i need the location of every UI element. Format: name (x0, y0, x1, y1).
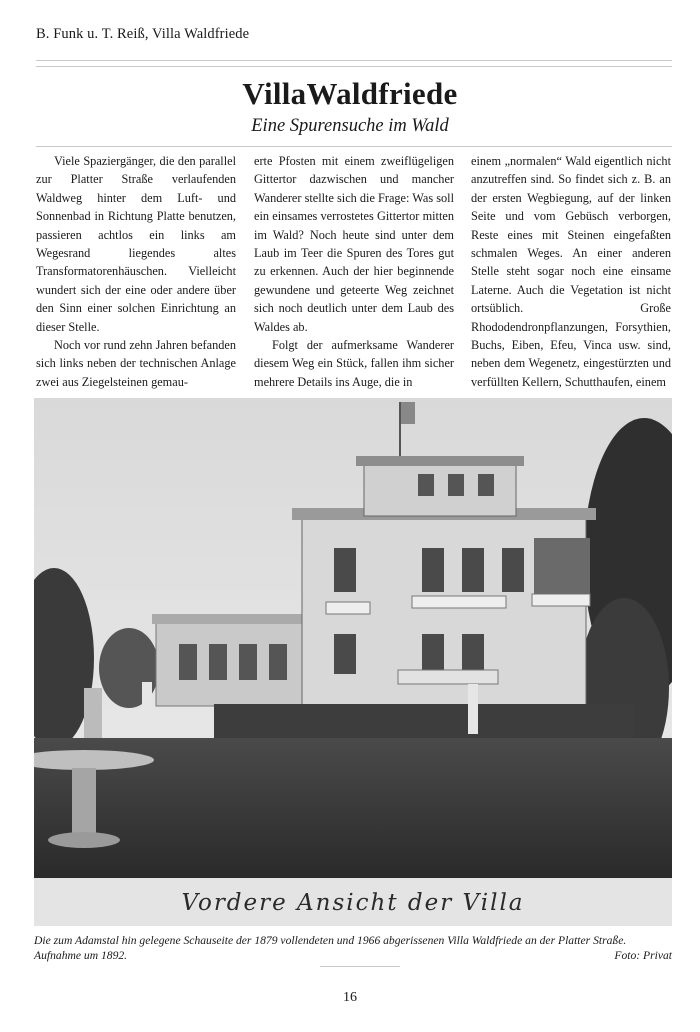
photo-caption (34, 934, 672, 963)
page-number: 16 (343, 990, 357, 1005)
paragraph: Folgt der aufmerksame Wanderer diesem Weg ein Stück, fallen ihm sicher mehrere Details ins Auge, die in (254, 338, 454, 389)
running-header: B. Funk u. T. Reiß, Villa Waldfriede (36, 26, 250, 42)
article-title: VillaWaldfriede (242, 76, 458, 111)
title-rule (36, 146, 672, 147)
article-subtitle: Eine Spurensuche im Wald (251, 116, 449, 136)
photo-inscription: Vordere Ansicht der Villa (181, 890, 525, 916)
text-column-3 (471, 152, 671, 394)
paragraph: einem „normalen“ Wald eigentlich nicht anzutreffen sind. So findet sich z. B. an der ersten Wegbiegung, auf der linken Seite und vom Gebüsch verborgen, Reste eines mit Steinen eingefaßten schmalen Weges. An einer anderen Stelle steht sogar noch eine einsame Laterne. Auch die Vegetation ist nicht ortsüblich. Große Rhododendronpflanzungen, Forsythien, Buchs, Eiben, Efeu, Vinca usw. sind, neben dem Wegenetz, eingestürzten und verfüllten Kellern, Schutthaufen, einem (471, 154, 671, 389)
header-rule-secondary (36, 66, 672, 67)
header-rule (36, 60, 672, 61)
footer-rule (320, 966, 400, 967)
text-column-2 (254, 152, 454, 394)
paragraph: erte Pfosten mit einem zweiflügeligen Gittertor dazwischen und mancher Wanderer stellte sich die Frage: Was soll ein einsames verrostetes Gittertor mitten im Wald? Noch heute sind unter dem Laub im Teer die Spuren des Tores gut zu erkennen. Auch der hier beginnende gewundene und geteerte Weg zeichnet sich noch deutlich unter dem Laub des Waldes ab. (254, 154, 454, 334)
caption-text: Die zum Adamstal hin gelegene Schauseite der 1879 vollendeten und 1966 abgerissenen Villa Waldfriede an der Platter Straße. Aufnahme um 1892. (34, 934, 627, 962)
text-column-1 (36, 152, 236, 394)
paragraph: Viele Spaziergänger, die den parallel zur Platter Straße verlaufenden Waldweg hinter dem Luft- und Sonnenbad in Richtung Platte benutzen, passieren achtlos ein links am Wegesrand liegendes altes Transformatorenhäuschen. Vielleicht wundert sich der eine oder andere über den Sinn einer solchen Einrichtung an dieser Stelle. (36, 154, 236, 334)
villa-photograph (34, 398, 672, 926)
paragraph: Noch vor rund zehn Jahren befanden sich links neben der technischen Anlage zwei aus Ziegelsteinen gemau- (36, 338, 236, 389)
photo-credit: Foto: Privat (614, 948, 672, 962)
